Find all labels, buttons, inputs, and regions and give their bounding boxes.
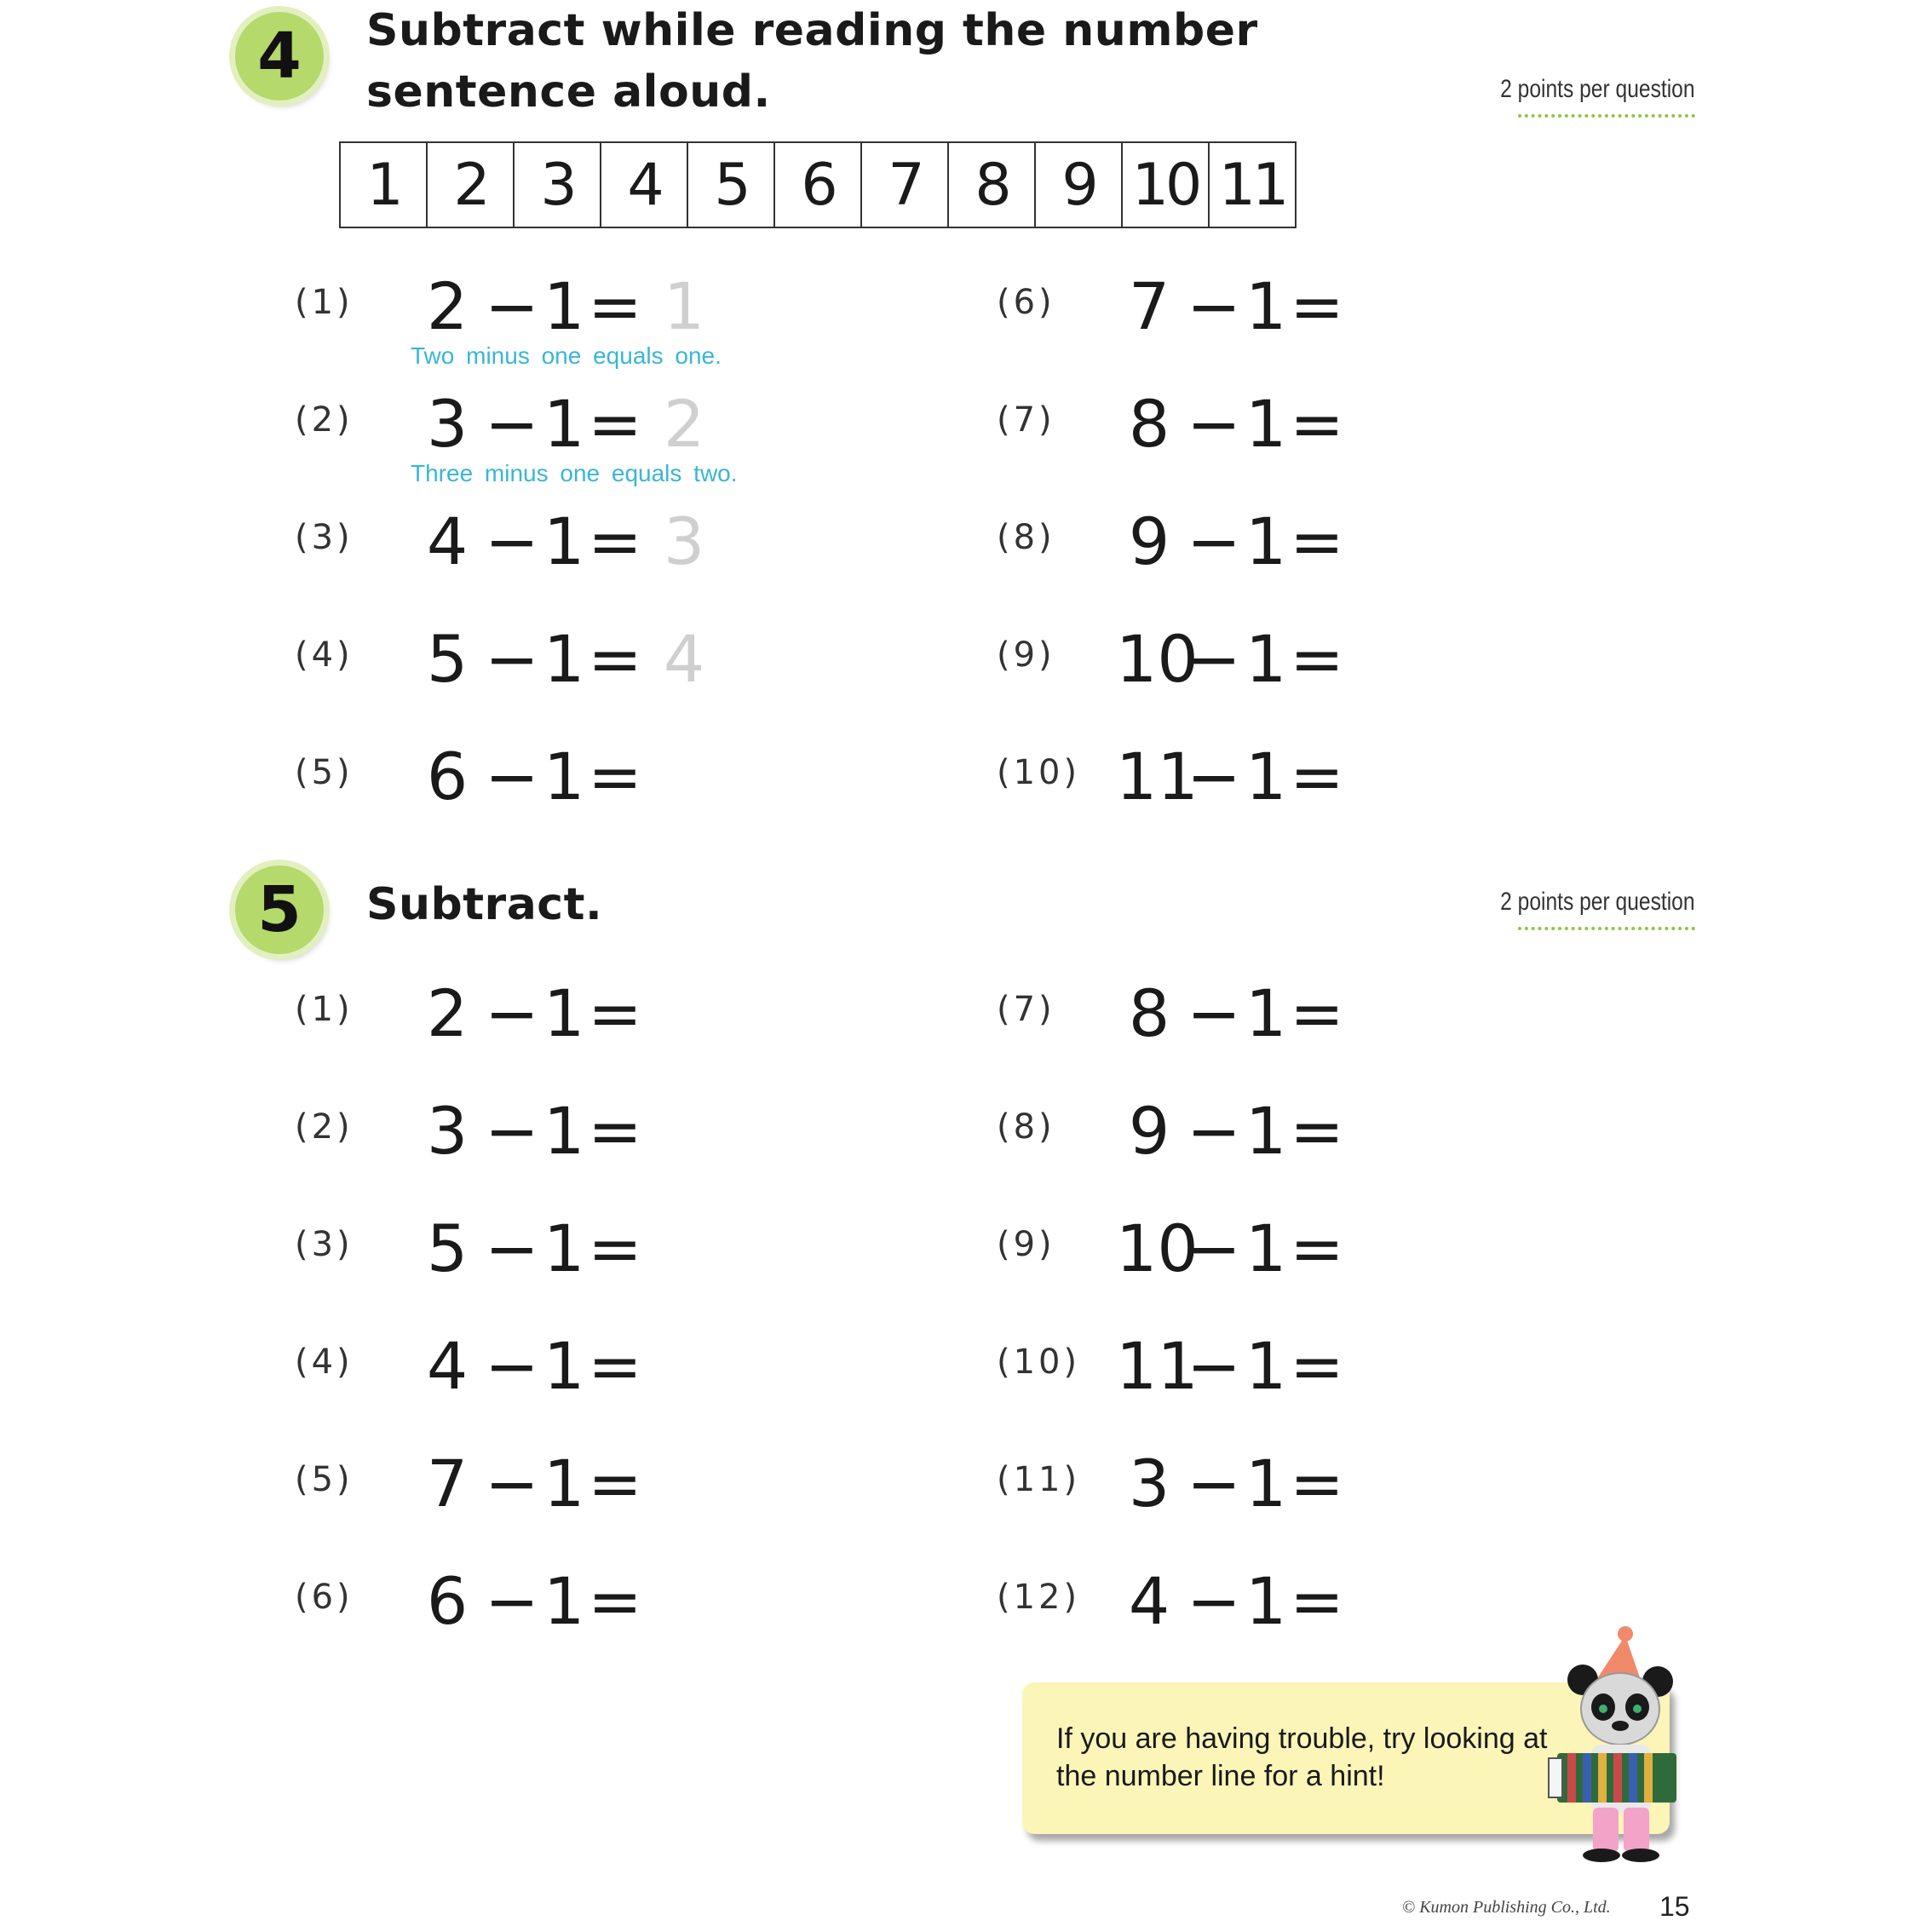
- problem-expression: [1116, 264, 1356, 349]
- problem-label: (4): [295, 1343, 354, 1382]
- minuend: 6: [426, 1563, 469, 1639]
- hint-line2: the number line for a hint!: [1056, 1760, 1385, 1792]
- equals-sign: =: [1290, 621, 1344, 697]
- minuend: 3: [426, 1093, 469, 1169]
- minus-sign: −: [1187, 1210, 1241, 1286]
- equals-sign: =: [1290, 1093, 1344, 1169]
- number-line-cell: 3: [515, 143, 601, 227]
- problem-expression: [1116, 499, 1356, 584]
- reading-aloud-text: Two minus one equals one.: [411, 342, 722, 369]
- problem-label: (2): [295, 1107, 354, 1147]
- problem-label: (9): [997, 1225, 1055, 1264]
- minuend: 2: [426, 975, 469, 1051]
- problem-label: (4): [295, 635, 354, 675]
- minus-sign: −: [485, 503, 539, 579]
- minuend: 4: [426, 503, 469, 579]
- problem-label: (3): [295, 1225, 354, 1264]
- subtrahend: 1: [543, 975, 585, 1051]
- number-line-cell: 5: [688, 143, 775, 227]
- section-5-badge: [235, 865, 324, 954]
- minus-sign: −: [1187, 1328, 1241, 1404]
- problem-expression: [414, 971, 654, 1056]
- subtrahend: 1: [1245, 1093, 1287, 1169]
- problem-label: (12): [997, 1578, 1081, 1617]
- problem-label: (8): [997, 518, 1055, 557]
- number-line-cell: 1: [341, 143, 428, 227]
- subtrahend: 1: [1245, 1328, 1287, 1404]
- subtrahend: 1: [1245, 739, 1287, 814]
- problem-expression: [1116, 734, 1356, 819]
- minus-sign: −: [485, 1328, 539, 1404]
- minus-sign: −: [485, 1210, 539, 1286]
- minuend: 4: [426, 1328, 469, 1404]
- number-line-cell: 7: [862, 143, 949, 227]
- problem-expression: [414, 617, 714, 702]
- minuend: 3: [426, 386, 469, 462]
- problem-expression: [414, 499, 714, 584]
- equals-sign: =: [588, 739, 642, 814]
- minuend: 5: [426, 1210, 469, 1286]
- problem-expression: [414, 1324, 654, 1409]
- subtrahend: 1: [1245, 621, 1287, 697]
- problem-label: (6): [295, 1578, 354, 1617]
- reading-aloud-text: Three minus one equals two.: [411, 460, 738, 486]
- problem-expression: [1116, 617, 1356, 702]
- problem-expression: [1116, 1089, 1356, 1174]
- minus-sign: −: [485, 386, 539, 462]
- minus-sign: −: [1187, 268, 1241, 344]
- number-line-cell: 11: [1218, 151, 1286, 219]
- panda-accordion-illustration: [1542, 1625, 1704, 1872]
- minuend: 7: [426, 1446, 469, 1521]
- subtrahend: 1: [543, 739, 585, 814]
- problem-label: (5): [295, 753, 354, 792]
- equals-sign: =: [588, 1210, 642, 1286]
- equals-sign: =: [1290, 1563, 1344, 1639]
- problem-label: (11): [997, 1460, 1081, 1499]
- minus-sign: −: [485, 1446, 539, 1521]
- minus-sign: −: [485, 739, 539, 814]
- number-line-cell: 9: [1036, 143, 1123, 227]
- problem-expression: [414, 1559, 654, 1644]
- equals-sign: =: [588, 1093, 642, 1169]
- subtrahend: 1: [543, 1563, 585, 1639]
- problem-expression: [1116, 1324, 1356, 1409]
- problem-label: (5): [295, 1460, 354, 1499]
- equals-sign: =: [1290, 386, 1344, 462]
- minus-sign: −: [1187, 1093, 1241, 1169]
- number-line-cell: 4: [601, 143, 688, 227]
- number-line-cell: 8: [949, 143, 1036, 227]
- section-5-number: 5: [257, 873, 302, 946]
- problem-expression: [414, 1206, 654, 1291]
- equals-sign: =: [1290, 1210, 1344, 1286]
- equals-sign: =: [588, 1328, 642, 1404]
- subtrahend: 1: [1245, 268, 1287, 344]
- problem-expression: [1116, 1441, 1356, 1527]
- minuend: 9: [1128, 1093, 1170, 1169]
- problem-label: (1): [295, 283, 354, 322]
- minus-sign: −: [485, 621, 539, 697]
- minuend: 7: [1128, 268, 1170, 344]
- equals-sign: =: [1290, 268, 1344, 344]
- subtrahend: 1: [1245, 1446, 1287, 1521]
- minus-sign: −: [1187, 1446, 1241, 1521]
- section-4-heading-line1: Subtract while reading the number: [366, 5, 1258, 56]
- equals-sign: =: [588, 1563, 642, 1639]
- minus-sign: −: [1187, 975, 1241, 1051]
- subtrahend: 1: [543, 1446, 585, 1521]
- problem-label: (10): [997, 1343, 1081, 1382]
- problem-label: (3): [295, 518, 354, 557]
- minuend: 5: [426, 621, 469, 697]
- equals-sign: =: [588, 621, 642, 697]
- problem-expression: [1116, 971, 1356, 1056]
- problem-label: (8): [997, 1107, 1055, 1147]
- minuend: 10: [1116, 1210, 1199, 1286]
- hint-line1: If you are having trouble, try looking at: [1056, 1722, 1548, 1755]
- section-4-number: 4: [257, 20, 302, 93]
- subtrahend: 1: [1245, 975, 1287, 1051]
- minus-sign: −: [1187, 386, 1241, 462]
- problem-label: (1): [295, 990, 354, 1029]
- page-number: 15: [1659, 1891, 1690, 1922]
- problem-label: (10): [997, 753, 1081, 792]
- equals-sign: =: [1290, 975, 1344, 1051]
- equals-sign: =: [1290, 1446, 1344, 1521]
- problem-label: (2): [295, 400, 354, 440]
- section-4-heading: [366, 0, 1258, 123]
- minus-sign: −: [485, 1093, 539, 1169]
- minuend: 8: [1128, 386, 1170, 462]
- equals-sign: =: [1290, 739, 1344, 814]
- minus-sign: −: [485, 975, 539, 1051]
- problem-expression: [414, 1089, 654, 1174]
- minuend: 10: [1116, 621, 1199, 697]
- minuend: 11: [1116, 739, 1199, 814]
- problem-label: (6): [997, 283, 1055, 322]
- minuend: 8: [1128, 975, 1170, 1051]
- subtrahend: 1: [1245, 503, 1287, 579]
- problem-expression: [414, 1441, 654, 1527]
- minus-sign: −: [1187, 1563, 1241, 1639]
- subtrahend: 1: [1245, 1563, 1287, 1639]
- answer-trace: 2: [663, 386, 705, 462]
- equals-sign: =: [588, 268, 642, 344]
- minus-sign: −: [485, 1563, 539, 1639]
- problem-label: (7): [997, 400, 1055, 440]
- minuend: 2: [426, 268, 469, 344]
- section-4-badge: [235, 12, 324, 101]
- minuend: 11: [1116, 1328, 1199, 1404]
- subtrahend: 1: [543, 621, 585, 697]
- number-line-cell: 10: [1123, 143, 1210, 227]
- section-5-heading: Subtract.: [366, 879, 603, 930]
- number-line: [339, 141, 1297, 228]
- minuend: 3: [1128, 1446, 1170, 1521]
- minus-sign: −: [1187, 621, 1241, 697]
- section-4-points-underline: [1518, 114, 1695, 118]
- problem-expression: [1116, 1559, 1356, 1644]
- section-5-points-underline: [1518, 927, 1695, 930]
- equals-sign: =: [588, 386, 642, 462]
- subtrahend: 1: [1245, 1210, 1287, 1286]
- copyright: © Kumon Publishing Co., Ltd.: [1402, 1898, 1611, 1917]
- hint-text: [1056, 1720, 1547, 1795]
- number-line-cell: 2: [428, 143, 515, 227]
- number-line-cell: 6: [775, 143, 862, 227]
- subtrahend: 1: [1245, 386, 1287, 462]
- answer-trace: 4: [663, 621, 705, 697]
- problem-expression: [1116, 382, 1356, 467]
- equals-sign: =: [588, 503, 642, 579]
- answer-trace: 3: [663, 503, 705, 579]
- subtrahend: 1: [543, 503, 585, 579]
- minuend: 9: [1128, 503, 1170, 579]
- equals-sign: =: [1290, 1328, 1344, 1404]
- minuend: 4: [1128, 1563, 1170, 1639]
- equals-sign: =: [588, 1446, 642, 1521]
- minuend: 6: [426, 739, 469, 814]
- subtrahend: 1: [543, 268, 585, 344]
- problem-label: (7): [997, 990, 1055, 1029]
- subtrahend: 1: [543, 1210, 585, 1286]
- answer-trace: 1: [663, 268, 705, 344]
- subtrahend: 1: [543, 386, 585, 462]
- equals-sign: =: [1290, 503, 1344, 579]
- minus-sign: −: [1187, 739, 1241, 814]
- problem-expression: [1116, 1206, 1356, 1291]
- subtrahend: 1: [543, 1328, 585, 1404]
- equals-sign: =: [588, 975, 642, 1051]
- problem-expression: [414, 264, 714, 349]
- section-4-heading-line2: sentence aloud.: [366, 66, 771, 118]
- problem-expression: [414, 382, 714, 467]
- section-4-points: 2 points per question: [1500, 75, 1695, 103]
- subtrahend: 1: [543, 1093, 585, 1169]
- minus-sign: −: [1187, 503, 1241, 579]
- problem-expression: [414, 734, 654, 819]
- problem-label: (9): [997, 635, 1055, 675]
- section-5-points: 2 points per question: [1500, 888, 1695, 916]
- minus-sign: −: [485, 268, 539, 344]
